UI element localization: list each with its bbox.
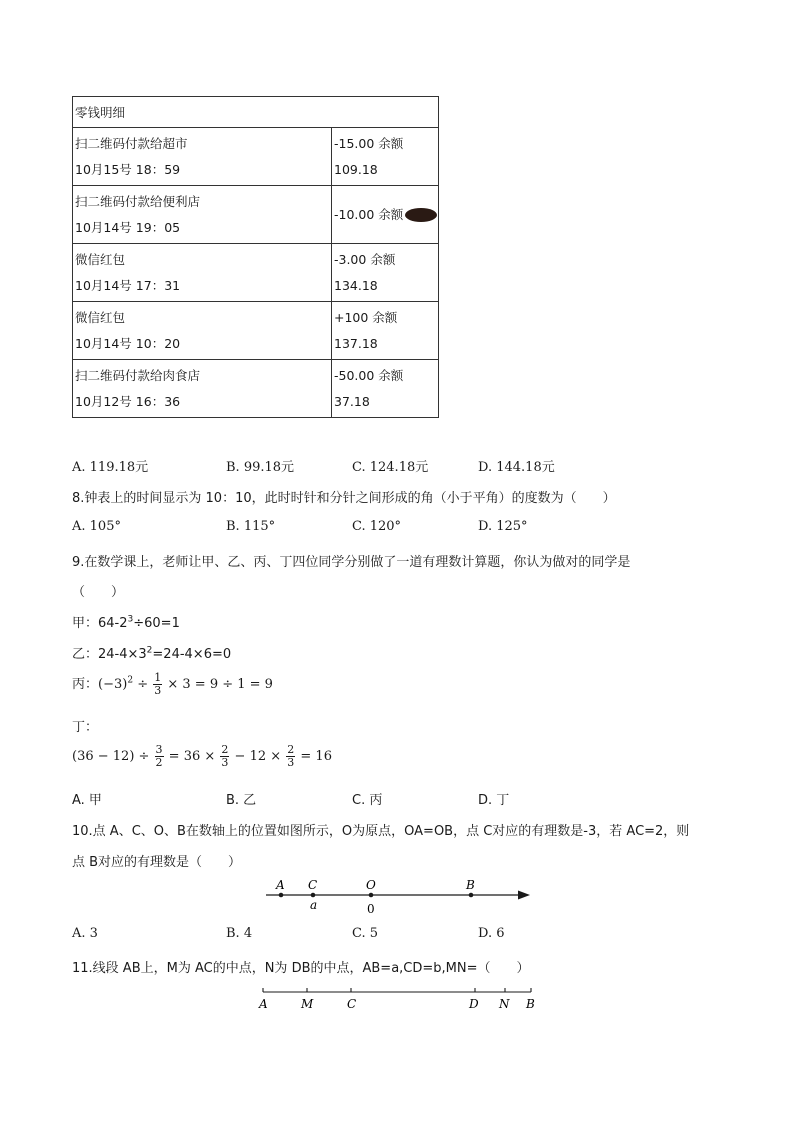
q9-ding-part: (36 − 12) ÷: [72, 749, 154, 764]
q9-ding-fraction: [155, 744, 164, 769]
fraction-denominator: 3: [287, 756, 295, 769]
q7-option-b[interactable]: B. 99.18元: [226, 460, 295, 475]
q9-ding-part: = 36 ×: [164, 749, 220, 764]
q10-option-a[interactable]: A. 3: [72, 926, 98, 941]
segment-label-a: A: [259, 997, 268, 1011]
q9-ding-part: − 12 ×: [230, 749, 286, 764]
q9-paren: （ ）: [72, 585, 125, 600]
q9-stem: 9.在数学课上，老师让甲、乙、丙、丁四位同学分别做了一道有理数计算题，你认为做对的同学是: [72, 555, 631, 570]
ledger-table: [72, 96, 439, 418]
q8-option-d[interactable]: D. 125°: [478, 519, 528, 534]
q9-ding-fraction: [220, 744, 229, 769]
ledger-desc-cell: [73, 302, 332, 360]
q9-bing-exponent: 2: [127, 675, 134, 686]
q9-jia-rest: ÷60=1: [133, 616, 180, 631]
point-c-value-label: a: [310, 898, 318, 912]
table-row: [73, 360, 439, 418]
ledger-amount: -3.00 余额 134.18: [334, 251, 396, 293]
table-row: [73, 128, 439, 186]
segment-label-d: D: [469, 997, 479, 1011]
number-line-figure: [260, 875, 540, 917]
point-o-label: O: [366, 878, 376, 892]
ledger-amount-cell: [332, 128, 439, 186]
q9-ding-rest: = 16: [296, 749, 332, 764]
q9-bing-fraction: [153, 672, 162, 697]
ledger-desc-cell: [73, 128, 332, 186]
segment-figure: [255, 982, 545, 1016]
ledger-desc: 扫二维码付款给便利店: [75, 193, 201, 209]
q9-option-a[interactable]: A. 甲: [72, 793, 102, 808]
ledger-amount: -50.00 余额 37.18: [334, 367, 404, 409]
ledger-balance: 109.18: [334, 161, 378, 177]
ledger-desc-cell: [73, 360, 332, 418]
ledger-amount-cell: [332, 244, 439, 302]
origin-zero-label: 0: [367, 902, 375, 916]
segment-label-b: B: [526, 997, 535, 1011]
ledger-desc: 扫二维码付款给超市: [75, 135, 188, 151]
q8-stem: 8.钟表上的时间显示为 10：10，此时时针和分针之间形成的角（小于平角）的度数为（ ）: [72, 491, 616, 506]
q9-jia: [72, 612, 180, 631]
q10-stem-line1: 10.点 A、C、O、B在数轴上的位置如图所示，O为原点，OA=OB，点 C对应的有理数是-3，若 AC=2，则: [72, 824, 690, 839]
q9-ding: [72, 744, 332, 769]
q10-option-c[interactable]: C. 5: [352, 926, 379, 941]
q11-stem: 11.线段 AB上，M为 AC的中点，N为 DB的中点，AB=a,CD=b,MN=（ ）: [72, 961, 530, 976]
q9-option-b[interactable]: B. 乙: [226, 793, 257, 808]
point-b-dot: [469, 893, 474, 898]
q10-option-b[interactable]: B. 4: [226, 926, 253, 941]
q9-yi-rest: =24-4×6=0: [152, 647, 232, 662]
q9-bing-part: (−3): [98, 677, 128, 692]
segment-label-c: C: [347, 997, 357, 1011]
q9-option-d[interactable]: D. 丁: [478, 793, 510, 808]
q9-yi: [72, 643, 231, 662]
point-c-dot: [311, 893, 316, 898]
ledger-time: 10月12号 16：36: [75, 393, 181, 409]
point-o-dot: [369, 893, 374, 898]
table-row: [73, 302, 439, 360]
point-a-label: A: [276, 878, 285, 892]
point-c-label: C: [308, 878, 318, 892]
ledger-desc-cell: [73, 186, 332, 244]
fraction-denominator: 2: [155, 756, 163, 769]
fraction-denominator: 3: [221, 756, 229, 769]
ledger-time: 10月14号 17：31: [75, 277, 181, 293]
ledger-amount-cell: [332, 186, 439, 244]
q7-option-d[interactable]: D. 144.18元: [478, 460, 555, 475]
q9-yi-exponent: 2: [146, 645, 153, 656]
segment-label-n: N: [499, 997, 510, 1011]
arrow-icon: [518, 891, 530, 900]
q9-ding-label: 丁：: [72, 720, 99, 735]
fraction-numerator: 2: [221, 743, 229, 756]
ledger-title: 零钱明细: [73, 97, 439, 128]
segment-label-m: M: [301, 997, 314, 1011]
q9-jia-exponent: 3: [127, 614, 134, 625]
q9-bing: [72, 672, 273, 697]
ledger-desc: 微信红包: [75, 309, 126, 325]
q9-bing-divide: ÷: [133, 677, 153, 692]
table-row: [73, 244, 439, 302]
ledger-amount: -15.00 余额: [334, 135, 404, 151]
fraction-numerator: 3: [155, 743, 163, 756]
ledger-amount: -10.00 余额: [334, 206, 404, 222]
fraction-numerator: 1: [154, 671, 162, 684]
ledger-desc-cell: [73, 244, 332, 302]
q9-jia-text: 甲：64-2: [72, 616, 128, 631]
point-a-dot: [279, 893, 284, 898]
point-b-label: B: [466, 878, 475, 892]
ledger-time: 10月14号 10：20: [75, 335, 181, 351]
q8-option-c[interactable]: C. 120°: [352, 519, 402, 534]
q7-option-a[interactable]: A. 119.18元: [72, 460, 149, 475]
ledger-desc: 扫二维码付款给肉食店: [75, 367, 201, 383]
ink-blot: [405, 208, 437, 222]
q10-option-d[interactable]: D. 6: [478, 926, 505, 941]
ledger-time: 10月14号 19：05: [75, 219, 181, 235]
ledger-time: 10月15号 18：59: [75, 161, 181, 177]
q10-stem-line2: 点 B对应的有理数是（ ）: [72, 855, 242, 870]
ledger-amount-cell: [332, 360, 439, 418]
ledger-desc: 微信红包: [75, 251, 126, 267]
fraction-denominator: 3: [154, 684, 162, 697]
ledger-amount-cell: [332, 302, 439, 360]
ledger-header-row: [73, 97, 439, 128]
q9-bing-rest: × 3 = 9 ÷ 1 = 9: [163, 677, 273, 692]
q8-option-b[interactable]: B. 115°: [226, 519, 276, 534]
q7-option-c[interactable]: C. 124.18元: [352, 460, 429, 475]
fraction-numerator: 2: [287, 743, 295, 756]
q9-ding-fraction: [286, 744, 295, 769]
table-row: [73, 186, 439, 244]
ledger-amount: +100 余额 137.18: [334, 309, 398, 351]
q8-option-a[interactable]: A. 105°: [72, 519, 121, 534]
q9-option-c[interactable]: C. 丙: [352, 793, 383, 808]
q9-yi-text: 乙：24-4×3: [72, 647, 147, 662]
q9-bing-label: 丙：: [72, 677, 99, 692]
